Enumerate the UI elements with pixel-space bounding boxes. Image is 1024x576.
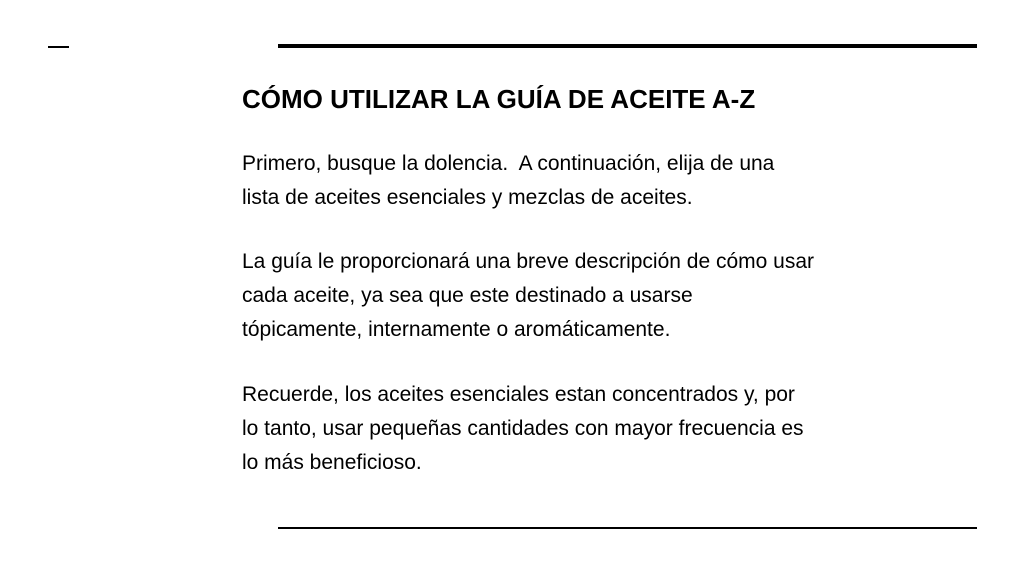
corner-dash-decoration	[48, 46, 69, 48]
paragraph-line: La guía le proporcionará una breve descripción de cómo usar	[242, 250, 815, 273]
paragraph-reminder	[242, 378, 952, 480]
paragraph-line: lo más beneficioso.	[242, 451, 422, 474]
slide-title: CÓMO UTILIZAR LA GUÍA DE ACEITE A-Z	[242, 84, 756, 114]
paragraph-line: Primero, busque la dolencia. A continuación, elija de una	[242, 152, 775, 175]
paragraph-line: lo tanto, usar pequeñas cantidades con mayor frecuencia es	[242, 417, 804, 440]
slide-content	[242, 82, 952, 480]
paragraph-line: Recuerde, los aceites esenciales estan concentrados y, por	[242, 383, 795, 406]
paragraph-line: lista de aceites esenciales y mezclas de aceites.	[242, 186, 693, 209]
paragraph-instructions	[242, 147, 952, 215]
top-divider-rule	[278, 44, 977, 48]
paragraph-line: tópicamente, internamente o aromáticamente.	[242, 318, 671, 341]
bottom-divider-rule	[278, 527, 977, 529]
paragraph-guide-description	[242, 245, 952, 347]
paragraph-line: cada aceite, ya sea que este destinado a usarse	[242, 284, 693, 307]
